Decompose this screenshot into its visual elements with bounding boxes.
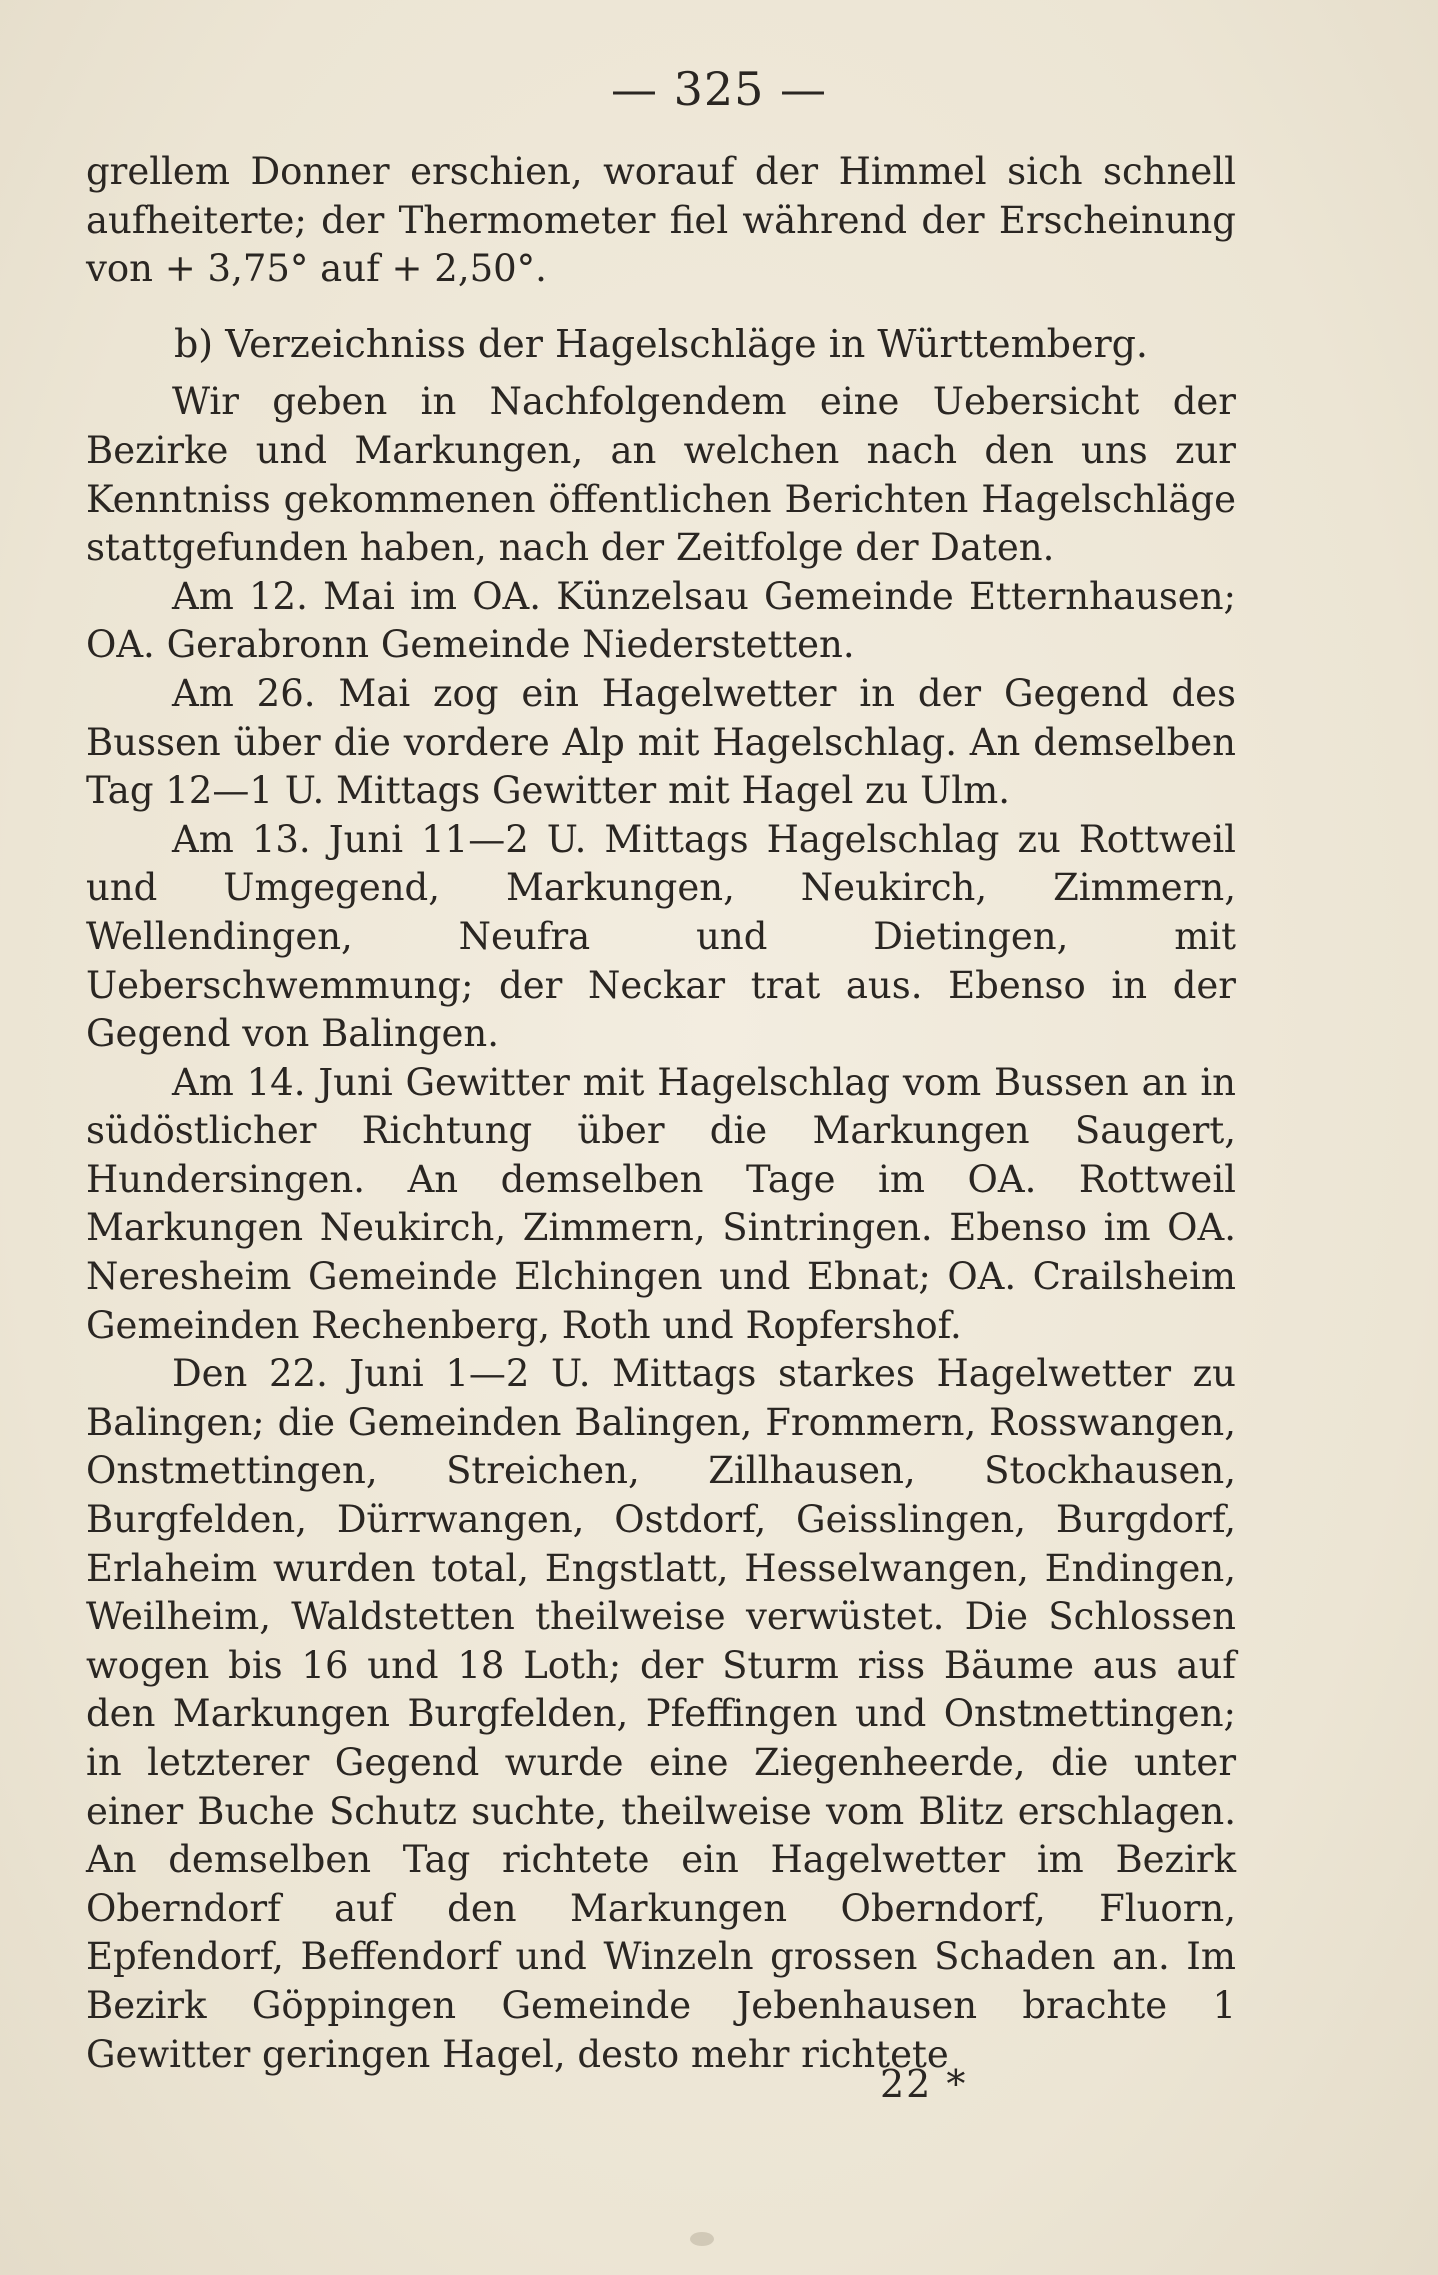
- paragraph-12-mai: Am 12. Mai im OA. Künzelsau Gemeinde Etternhausen; OA. Gerabronn Gemeinde Niederstetten.: [86, 574, 1236, 667]
- page-number: — 325 —: [610, 62, 828, 116]
- paragraph-13-juni: Am 13. Juni 11—2 U. Mittags Hagelschlag zu Rottweil und Umgegend, Markungen, Neukirch, Zimmern, Wellendingen, Neufra und Dietingen, mit Ueberschwemmung; der Neckar trat aus. Ebenso in der Gegend von Balingen.: [86, 817, 1236, 1056]
- body-text: [86, 148, 1236, 2079]
- paper-smudge: [690, 2232, 714, 2246]
- paragraph-22-juni: Den 22. Juni 1—2 U. Mittags starkes Hagelwetter zu Balingen; die Gemeinden Balingen, Frommern, Rosswangen, Onstmettingen, Streichen, Zillhausen, Stockhausen, Burgfelden, Dürrwangen, Ostdorf, Geisslingen, Burgdorf, Erlaheim wurden total, Engstlatt, Hesselwangen, Endingen, Weilheim, Waldstetten theilweise verwüstet. Die Schlossen wogen bis 16 und 18 Loth; der Sturm riss Bäume aus auf den Markungen Burgfelden, Pfeffingen und Onstmettingen; in letzterer Gegend wurde eine Ziegenheerde, die unter einer Buche Schutz suchte, theilweise vom Blitz erschlagen. An demselben Tag richtete ein Hagelwetter im Bezirk Oberndorf auf den Markungen Oberndorf, Fluorn, Epfendorf, Beffendorf und Winzeln grossen Schaden an. Im Bezirk Göppingen Gemeinde Jebenhausen brachte 1 Gewitter geringen Hagel, desto mehr richtete: [86, 1352, 1236, 2076]
- opening-paragraph: grellem Donner erschien, worauf der Himmel sich schnell aufheiterte; der Thermometer fiel während der Erscheinung von + 3,75° auf + 2,50°.: [86, 150, 1236, 291]
- paragraph-14-juni: Am 14. Juni Gewitter mit Hagelschlag vom Bussen an in südöstlicher Richtung über die Markungen Saugert, Hundersingen. An demselben Tage im OA. Rottweil Markungen Neukirch, Zimmern, Sintringen. Ebenso im OA. Neresheim Gemeinde Elchingen und Ebnat; OA. Crailsheim Gemeinden Rechenberg, Roth und Ropfershof.: [86, 1060, 1236, 1347]
- paragraph-26-mai: Am 26. Mai zog ein Hagelwetter in der Gegend des Bussen über die vordere Alp mit Hagelschlag. An demselben Tag 12—1 U. Mittags Gewitter mit Hagel zu Ulm.: [86, 671, 1236, 813]
- signature-mark: 22 *: [880, 2062, 968, 2106]
- paragraph-intro: Wir geben in Nachfolgendem eine Uebersicht der Bezirke und Markungen, an welchen nach den uns zur Kenntniss gekommenen öffentlichen Berichten Hagelschläge stattgefunden haben, nach der Zeitfolge der Daten.: [86, 380, 1236, 570]
- section-heading: b) Verzeichniss der Hagelschläge in Württemberg.: [173, 321, 1149, 366]
